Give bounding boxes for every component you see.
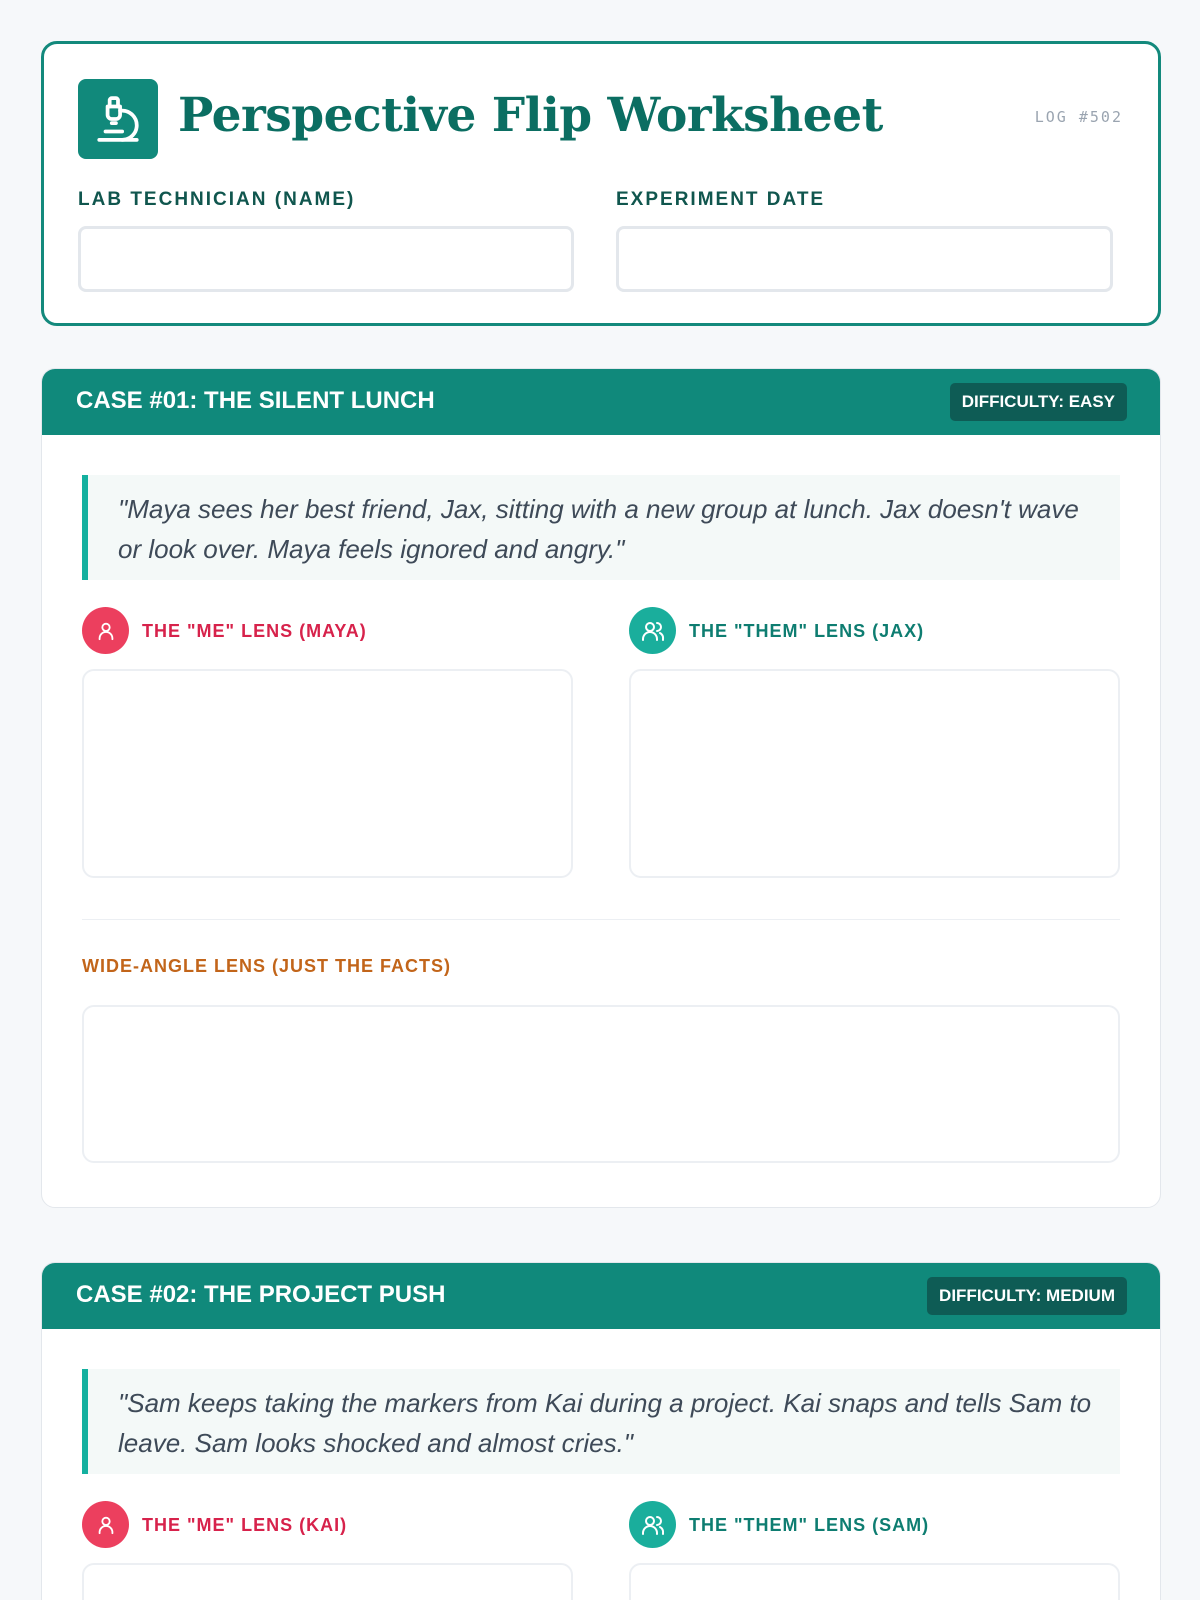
wide-lens-label: WIDE-ANGLE LENS (JUST THE FACTS) (82, 956, 451, 976)
wide-lens-answer[interactable] (82, 1005, 1120, 1163)
difficulty-badge: DIFFICULTY: EASY (950, 383, 1127, 421)
log-number: LOG #502 (1034, 108, 1123, 126)
case-card-2 (41, 1262, 1161, 1600)
me-lens-heading (82, 607, 562, 655)
case-card-1 (41, 368, 1161, 1208)
scenario-quote: "Sam keeps taking the markers from Kai during a project. Kai snaps and tells Sam to leave. Sam looks shocked and almost cries." (82, 1369, 1120, 1474)
users-icon (629, 607, 676, 654)
me-lens-answer[interactable] (82, 669, 573, 878)
worksheet-header (41, 41, 1161, 326)
them-lens-label: THE "THEM" LENS (SAM) (689, 1515, 930, 1535)
page-title: Perspective Flip Worksheet (178, 88, 883, 143)
difficulty-badge: DIFFICULTY: MEDIUM (927, 1277, 1127, 1315)
case-header (42, 1263, 1160, 1329)
microscope-icon (93, 94, 143, 144)
case-header (42, 369, 1160, 435)
logo (78, 79, 158, 159)
me-lens-heading (82, 1501, 562, 1549)
user-icon (82, 607, 129, 654)
users-icon (629, 1501, 676, 1548)
user-icon (82, 1501, 129, 1548)
date-label: EXPERIMENT DATE (616, 189, 826, 210)
me-lens-label: THE "ME" LENS (KAI) (142, 1515, 348, 1535)
date-input[interactable] (616, 226, 1113, 292)
me-lens-answer[interactable] (82, 1563, 573, 1600)
them-lens-answer[interactable] (629, 1563, 1120, 1600)
divider (82, 919, 1120, 920)
scenario-quote: "Maya sees her best friend, Jax, sitting with a new group at lunch. Jax doesn't wave or look over. Maya feels ignored and angry." (82, 475, 1120, 580)
them-lens-heading (629, 1501, 1109, 1549)
name-input[interactable] (78, 226, 574, 292)
them-lens-heading (629, 607, 1109, 655)
me-lens-label: THE "ME" LENS (MAYA) (142, 621, 367, 641)
case-title: CASE #02: THE PROJECT PUSH (76, 1281, 446, 1308)
name-label: LAB TECHNICIAN (NAME) (78, 189, 356, 210)
them-lens-answer[interactable] (629, 669, 1120, 878)
them-lens-label: THE "THEM" LENS (JAX) (689, 621, 925, 641)
case-title: CASE #01: THE SILENT LUNCH (76, 387, 435, 414)
